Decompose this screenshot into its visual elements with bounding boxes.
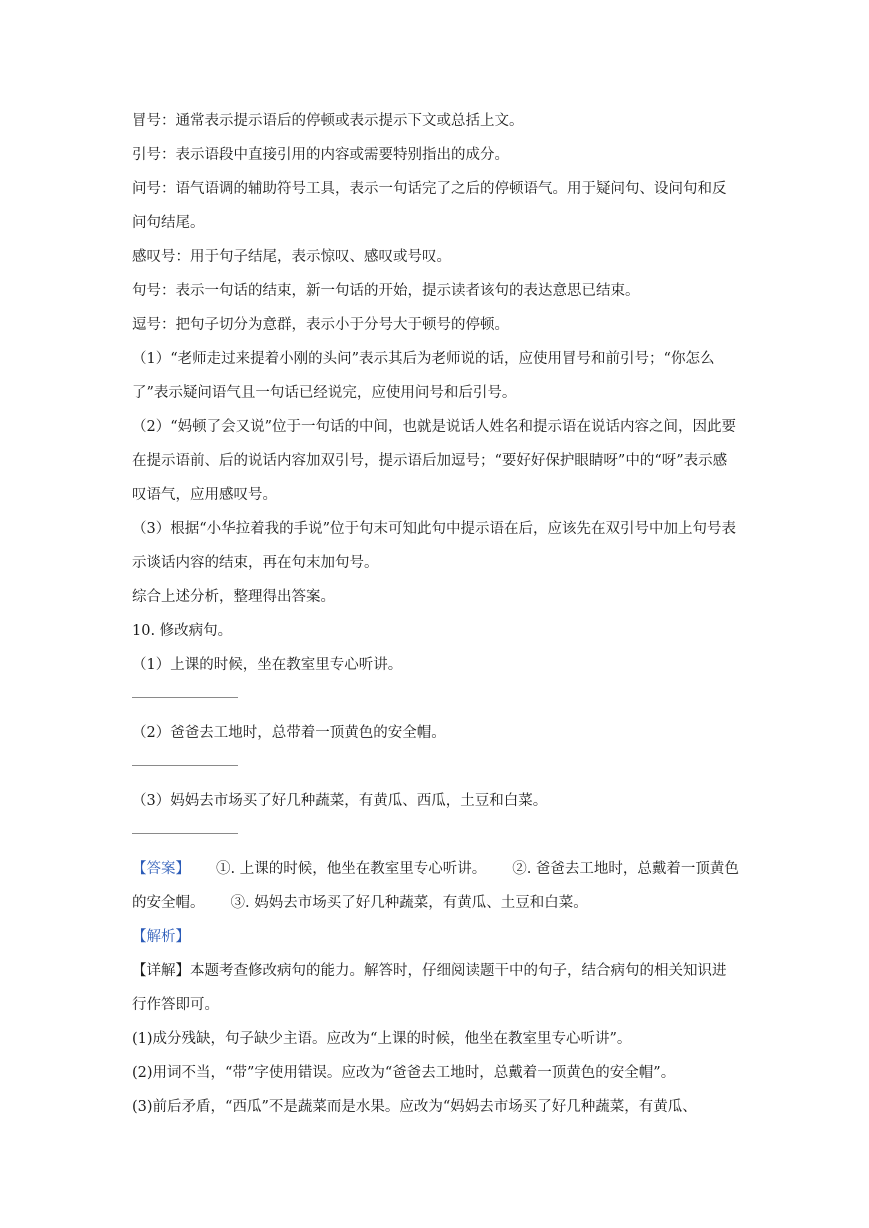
text-line: 句号：表示一句话的结束，新一句话的开始，提示读者该句的表达意思已结束。 (132, 283, 640, 299)
answer-item: ②. 爸爸去工地时，总戴着一顶黄色的安全帽。 (132, 861, 739, 911)
question-item: （3）妈妈去市场买了好几种蔬菜，有黄瓜、西瓜，土豆和白菜。 (132, 793, 548, 809)
text-line: 综合上述分析，整理得出答案。 (132, 589, 335, 605)
answer-tag: 【答案】 (132, 861, 190, 877)
text-line: 问号：语气语调的辅助符号工具，表示一句话完了之后的停顿语气。用于疑问句、设问句和反问句结尾。 (132, 181, 727, 231)
text-line: （3）根据“小华拉着我的手说”位于句末可知此句中提示语在后，应该先在双引号中加上句号表示谈话内容的结束，再在句末加句号。 (132, 521, 737, 571)
text-line: 引号：表示语段中直接引用的内容或需要特别指出的成分。 (132, 147, 509, 163)
analysis-tag-line (132, 920, 740, 954)
text-line: 逗号：把句子切分为意群，表示小于分号大于顿号的停顿。 (132, 317, 509, 333)
analysis-point: (1)成分残缺，句子缺少主语。应改为“上课的时候，他坐在教室里专心听讲”。 (132, 1031, 632, 1047)
question-title: 10. 修改病句。 (132, 623, 233, 639)
text-line: 冒号：通常表示提示语后的停顿或表示提示下文或总括上文。 (132, 113, 524, 129)
question-item: （2）爸爸去工地时，总带着一顶黄色的安全帽。 (132, 725, 446, 741)
document-page (132, 104, 740, 1124)
answer-paragraph (132, 852, 740, 920)
analysis-tag: 【解析】 (132, 929, 190, 945)
question-item: （1）上课的时候，坐在教室里专心听讲。 (132, 657, 403, 673)
analysis-detail (132, 954, 740, 1022)
analysis-point: (3)前后矛盾，“西瓜”不是蔬菜而是水果。应改为“妈妈去市场买了好几种蔬菜，有黄瓜、 (132, 1099, 697, 1115)
answer-blank (132, 833, 238, 834)
answer-blank (132, 765, 238, 766)
answer-blank (132, 697, 238, 698)
answer-item: ③. 妈妈去市场买了好几种蔬菜，有黄瓜、土豆和白菜。 (230, 895, 588, 911)
text-line: （2）“妈顿了会又说”位于一句话的中间，也就是说话人姓名和提示语在说话内容之间，因此要在提示语前、后的说话内容加双引号，提示语后加逗号；“要好好保护眼睛呀”中的“呀”表示感叹语气，应用感叹号。 (132, 419, 737, 503)
answer-item: ①. 上课的时候，他坐在教室里专心听讲。 (216, 861, 487, 877)
analysis-point: (2)用词不当，“带”字使用错误。应改为“爸爸去工地时，总戴着一顶黄色的安全帽”。 (132, 1065, 676, 1081)
detail-text: 本题考查修改病句的能力。解答时，仔细阅读题干中的句子，结合病句的相关知识进行作答即可。 (132, 963, 727, 1013)
text-line: （1）“老师走过来提着小刚的头问”表示其后为老师说的话，应使用冒号和前引号；“你怎么了”表示疑问语气且一句话已经说完，应使用问号和后引号。 (132, 351, 715, 401)
detail-tag: 【详解】 (132, 963, 190, 979)
text-line: 感叹号：用于句子结尾，表示惊叹、感叹或号叹。 (132, 249, 451, 265)
